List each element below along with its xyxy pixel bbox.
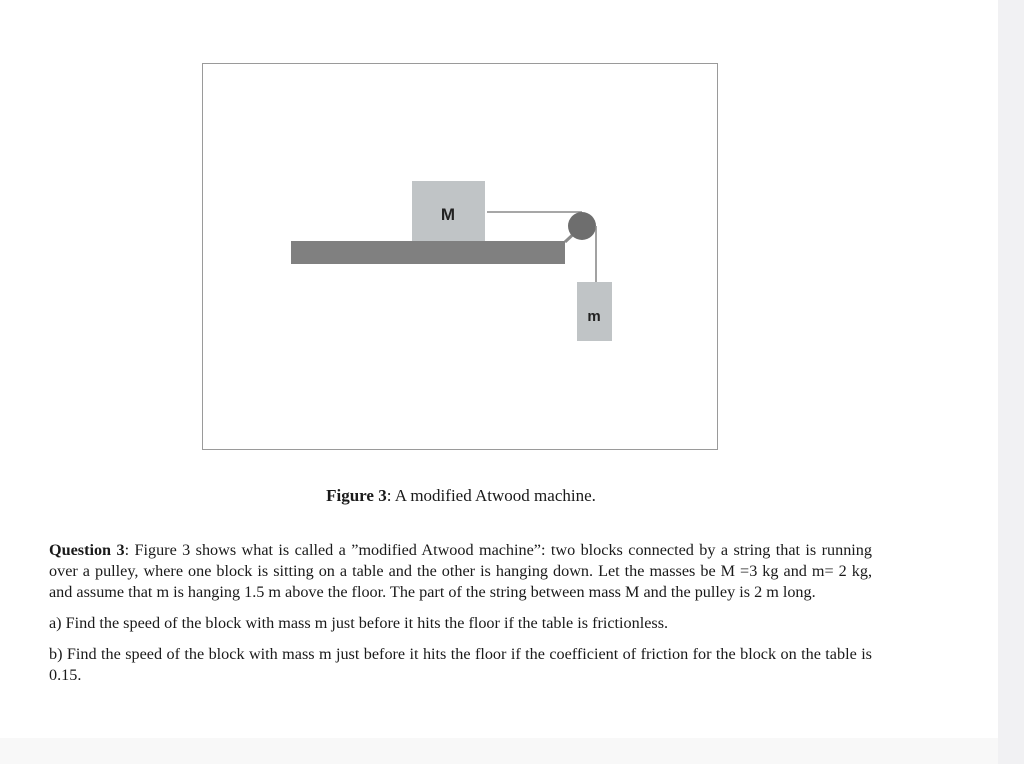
caption-separator: :	[386, 486, 392, 505]
caption-text: A modified Atwood machine.	[391, 486, 596, 505]
question-part-b: b) Find the speed of the block with mass m just before it hits the floor if the coefficient of friction for the block on the table is 0.15.	[49, 645, 872, 684]
pulley-icon	[568, 212, 596, 240]
question-text: Figure 3 shows what is called a ”modified Atwood machine”: two blocks connected by a string that is running over a pulley, where one block is sitting on a table and the other is hanging down. Let the masses be M =3 kg and m= 2 kg, and assume that m is hanging 1.5 m above the floor. The part of the string between mass M and the pulley is 2 m long.	[49, 541, 872, 601]
atwood-diagram	[203, 64, 719, 451]
table	[291, 241, 565, 264]
block-large-label: M	[440, 205, 456, 224]
figure-caption	[0, 486, 922, 506]
question-part-a: a) Find the speed of the block with mass m just before it hits the floor if the table is frictionless.	[49, 614, 669, 632]
question-statement	[49, 540, 872, 603]
caption-label: Figure 3	[326, 486, 387, 505]
question-block	[49, 540, 872, 696]
viewer-scrollbar-gutter[interactable]	[998, 0, 1024, 764]
figure-atwood-machine	[202, 63, 718, 450]
question-label: Question 3	[49, 541, 125, 559]
page-bottom-margin	[0, 738, 998, 764]
question-separator: :	[124, 541, 130, 559]
block-small-label: m	[587, 308, 601, 325]
